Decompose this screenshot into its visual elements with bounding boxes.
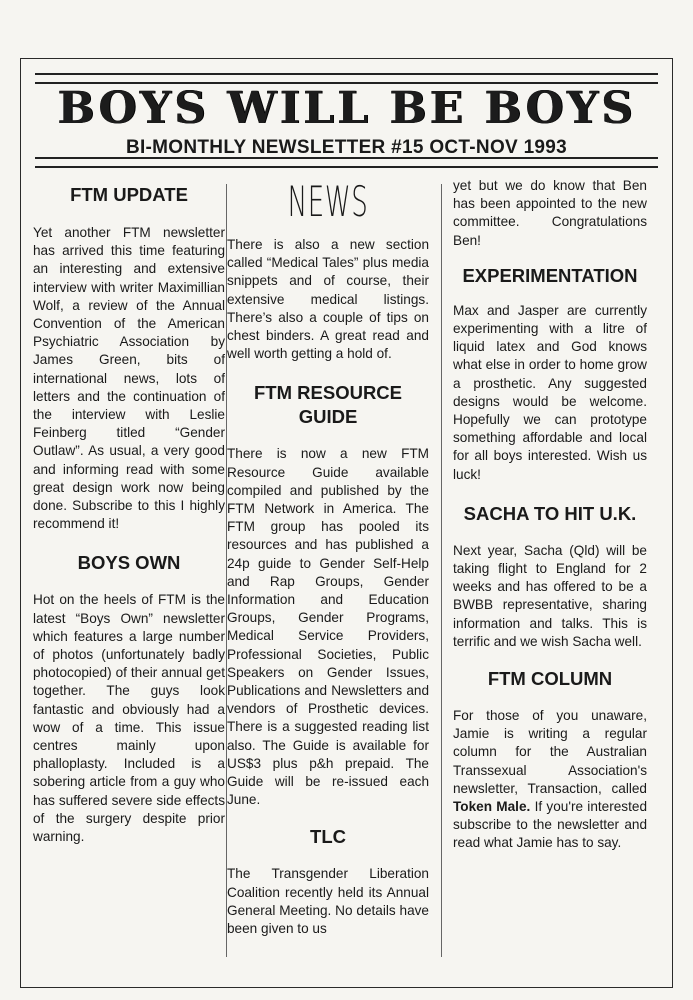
article-tlc-continued: yet but we do know that Ben has been appointed to the new committee. Congratulations Ben! — [453, 178, 647, 248]
ftm-column-text-2: If you're interested subscribe to the newsletter and read what Jamie has to say. — [453, 799, 647, 851]
heading-boys-own: BOYS OWN — [77, 552, 181, 574]
heading-tlc: TLC — [310, 826, 346, 848]
column-right — [453, 171, 647, 979]
heading-experimentation: EXPERIMENTATION — [462, 264, 638, 286]
masthead-subtitle: BI-MONTHLY NEWSLETTER #15 OCT-NOV 1993 — [125, 137, 568, 158]
news-logo: NEWS — [287, 177, 369, 226]
column-left — [33, 171, 225, 979]
heading-ftm-update: FTM UPDATE — [70, 184, 188, 205]
article-sacha-to-hit-uk: Next year, Sacha (Qld) will be taking flight to England for 2 weeks and has offered to be a BWBB representative, sharing information and talks. This is terrific and we wish Sacha well. — [453, 542, 647, 649]
heading-ftm-resource-guide: FTM RESOURCE GUIDE — [254, 382, 402, 428]
article-ftm-update: Yet another FTM newsletter has arrived this time featuring an interesting and extensive interview with writer Maximillian Wolf, a review of the Annual Convention of the American Psychiatric Association by James Green, bits of international news, lots of letters and the continuation of the interview with Leslie Feinberg titled “Gender Outlaw”. As usual, a very good and informing read with some great design work now being done. Subscribe to this I highly recommend it! — [33, 225, 225, 532]
masthead-rule-bottom — [35, 157, 658, 168]
ftm-column-text-1: For those of you unaware, Jamie is writing a regular column for the Australian Transsexual Association's newsletter, Transaction, called — [453, 708, 647, 796]
article-tlc: The Transgender Liberation Coalition recently held its Annual General Meeting. No details have been given to us — [227, 866, 429, 937]
column-middle — [227, 171, 429, 979]
article-experimentation: Max and Jasper are currently experimenting with a litre of liquid latex and God knows what else in order to home grow a prosthetic. Any suggested designs would be welcome. Hopefully we can prototype something affordable and local for all boys interested. Wish us luck! — [453, 302, 647, 482]
token-male-title: Token Male. — [453, 799, 531, 815]
heading-ftm-column: FTM COLUMN — [487, 668, 613, 690]
column-divider-right — [441, 184, 442, 957]
heading-sacha-to-hit-uk: SACHA TO HIT U.K. — [463, 502, 637, 524]
article-news: There is also a new section called “Medical Tales” plus media snippets and of course, their extensive medical listings. There’s also a couple of tips on chest binders. A great read and well worth getting a hold of. — [227, 237, 429, 362]
article-ftm-column — [453, 707, 647, 853]
newsletter-page — [20, 58, 673, 988]
article-ftm-resource-guide: There is now a new FTM Resource Guide available compiled and published by the FTM Network in America. The FTM group has pooled its resources and has published a 24p guide to Gender Self-Help and Rap Groups, Gender Information and Education Groups, Gender Programs, Medical Service Providers, Professional Societies, Public Speakers on Gender Issues, Publications and Newsletters and vendors of Prosthetic devices. There is a suggested reading list also. The Guide is available for US$3 plus p&h prepaid. The Guide will be re-issued each June. — [227, 446, 429, 808]
masthead-title: BOYS WILL BE BOYS — [57, 83, 636, 134]
article-boys-own: Hot on the heels of FTM is the latest “Boys Own” newsletter which features a large number of photos (unfortunately badly photocopied) of their annual get together. The guys look fantastic and obviously had a wow of a time. This issue centres mainly upon phalloplasty. Included is a sobering article from a guy who has suffered severe side effects of the surgery despite prior warning. — [33, 592, 225, 845]
